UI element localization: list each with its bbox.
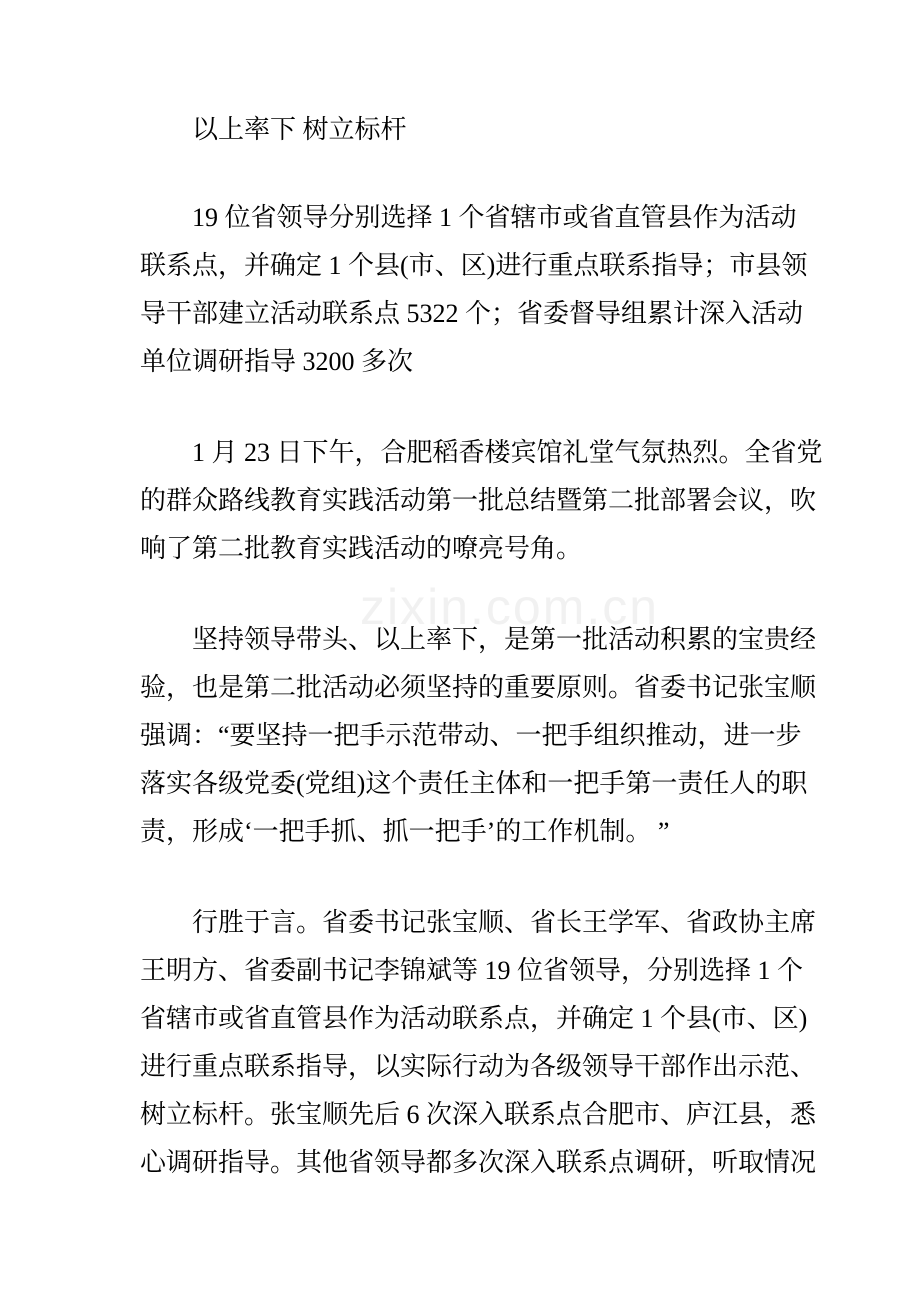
paragraph-3-line-2: 验，也是第二批活动必须坚持的重要原则。省委书记张宝顺 bbox=[140, 673, 817, 702]
paragraph-2-line-1: 1 月 23 日下午，合肥稻香楼宾馆礼堂气氛热烈。全省党 bbox=[192, 438, 823, 467]
paragraph-3-line-3: 强调：“要坚持一把手示范带动、一把手组织推动，进一步 bbox=[140, 721, 802, 750]
paragraph-4-line-1: 行胜于言。省委书记张宝顺、省长王学军、省政协主席 bbox=[192, 908, 817, 937]
paragraph-3-line-1: 坚持领导带头、以上率下，是第一批活动积累的宝贵经 bbox=[192, 625, 817, 654]
paragraph-2-line-3: 响了第二批教育实践活动的嘹亮号角。 bbox=[140, 534, 583, 563]
paragraph-2-line-2: 的群众路线教育实践活动第一批总结暨第二批部署会议，吹 bbox=[140, 486, 817, 515]
watermark: zixin.com.cn bbox=[360, 579, 660, 635]
paragraph-1-line-3: 导干部建立活动联系点 5322 个；省委督导组累计深入活动 bbox=[140, 299, 804, 328]
paragraph-4-line-6: 心调研指导。其他省领导都多次深入联系点调研，听取情况 bbox=[140, 1148, 817, 1177]
paragraph-4-line-5: 树立标杆。张宝顺先后 6 次深入联系点合肥市、庐江县，悉 bbox=[140, 1100, 817, 1129]
paragraph-3-line-4: 落实各级党委(党组)这个责任主体和一把手第一责任人的职 bbox=[140, 769, 808, 798]
paragraph-1-line-2: 联系点，并确定 1 个县(市、区)进行重点联系指导；市县领 bbox=[140, 251, 808, 280]
paragraph-3-line-5: 责，形成‘一把手抓、抓一把手’的工作机制。 ” bbox=[140, 817, 670, 846]
paragraph-1-line-1: 19 位省领导分别选择 1 个省辖市或省直管县作为活动 bbox=[192, 203, 797, 232]
paragraph-4-line-4: 进行重点联系指导，以实际行动为各级领导干部作出示范、 bbox=[140, 1052, 817, 1081]
paragraph-4-line-2: 王明方、省委副书记李锦斌等 19 位省领导，分别选择 1 个 bbox=[140, 956, 804, 985]
section-heading: 以上率下 树立标杆 bbox=[192, 115, 407, 144]
paragraph-4-line-3: 省辖市或省直管县作为活动联系点，并确定 1 个县(市、区) bbox=[140, 1004, 808, 1033]
paragraph-1-line-4: 单位调研指导 3200 多次 bbox=[140, 347, 414, 376]
